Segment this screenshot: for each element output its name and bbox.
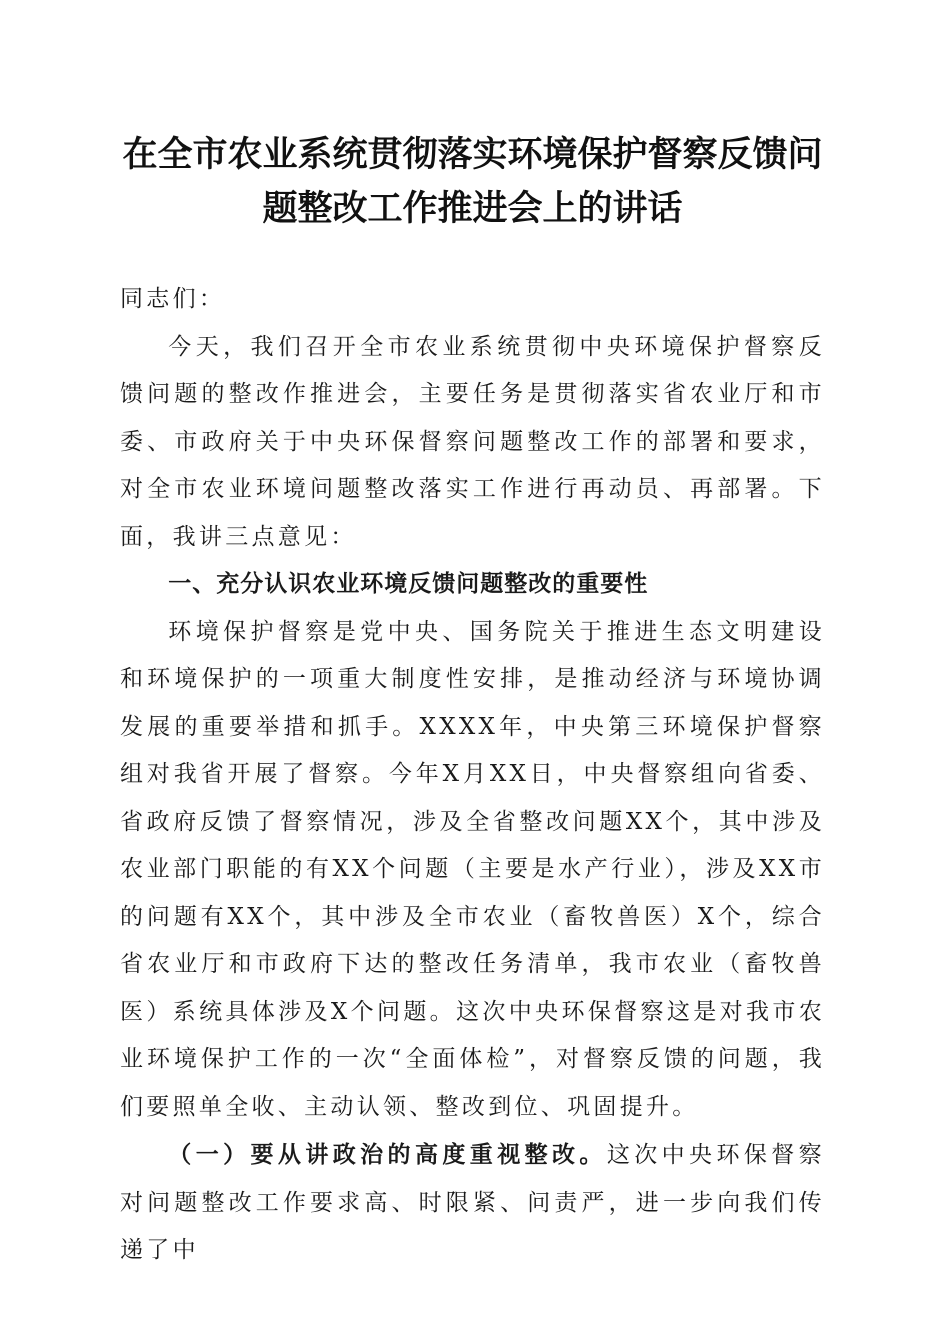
section-1-paragraph: 环境保护督察是党中央、国务院关于推进生态文明建设和环境保护的一项重大制度性安排，是推动经济与环境协调发展的重要举措和抓手。XXXX年，中央第三环境保护督察组对我省开展了督察。今年X月XX日，中央督察组向省委、省政府反馈了督察情况，涉及全省整改问题XX个，其中涉及农业部门职能的有XX个问题（主要是水产行业），涉及XX市的问题有XX个，其中涉及全市农业（畜牧兽医）X个，综合省农业厅和市政府下达的整改任务清单，我市农业（畜牧兽医）系统具体涉及X个问题。这次中央环保督察这是对我市农业环境保护工作的一次“全面体检”，对督察反馈的问题，我们要照单全收、主动认领、整改到位、巩固提升。 — [120, 618, 825, 1120]
intro-paragraph: 今天，我们召开全市农业系统贯彻中央环境保护督察反馈问题的整改作推进会，主要任务是贯彻落实省农业厅和市委、市政府关于中央环保督察问题整改工作的部署和要求，对全市农业环境问题整改落实工作进行再动员、再部署。下面，我讲三点意见： — [120, 333, 825, 550]
document-title — [120, 128, 825, 236]
document-page — [120, 128, 825, 1275]
salutation: 同志们： — [120, 286, 226, 312]
title-line-1: 在全市农业系统贯彻落实环境保护督察反馈问 — [122, 134, 823, 175]
subsection-1-heading: （一）要从讲政治的高度重视整改。 — [168, 1141, 607, 1168]
subsection-1-text: 这次中央环保督察对问题整改工作要求高、时限紧、问责严，进一步向我们传递了中 — [120, 1142, 825, 1263]
document-body — [120, 276, 825, 1275]
title-line-2: 题整改工作推进会上的讲话 — [262, 188, 683, 229]
subsection-1-paragraph — [120, 1131, 825, 1275]
section-1-heading: 一、充分认识农业环境反馈问题整改的重要性 — [168, 571, 649, 597]
